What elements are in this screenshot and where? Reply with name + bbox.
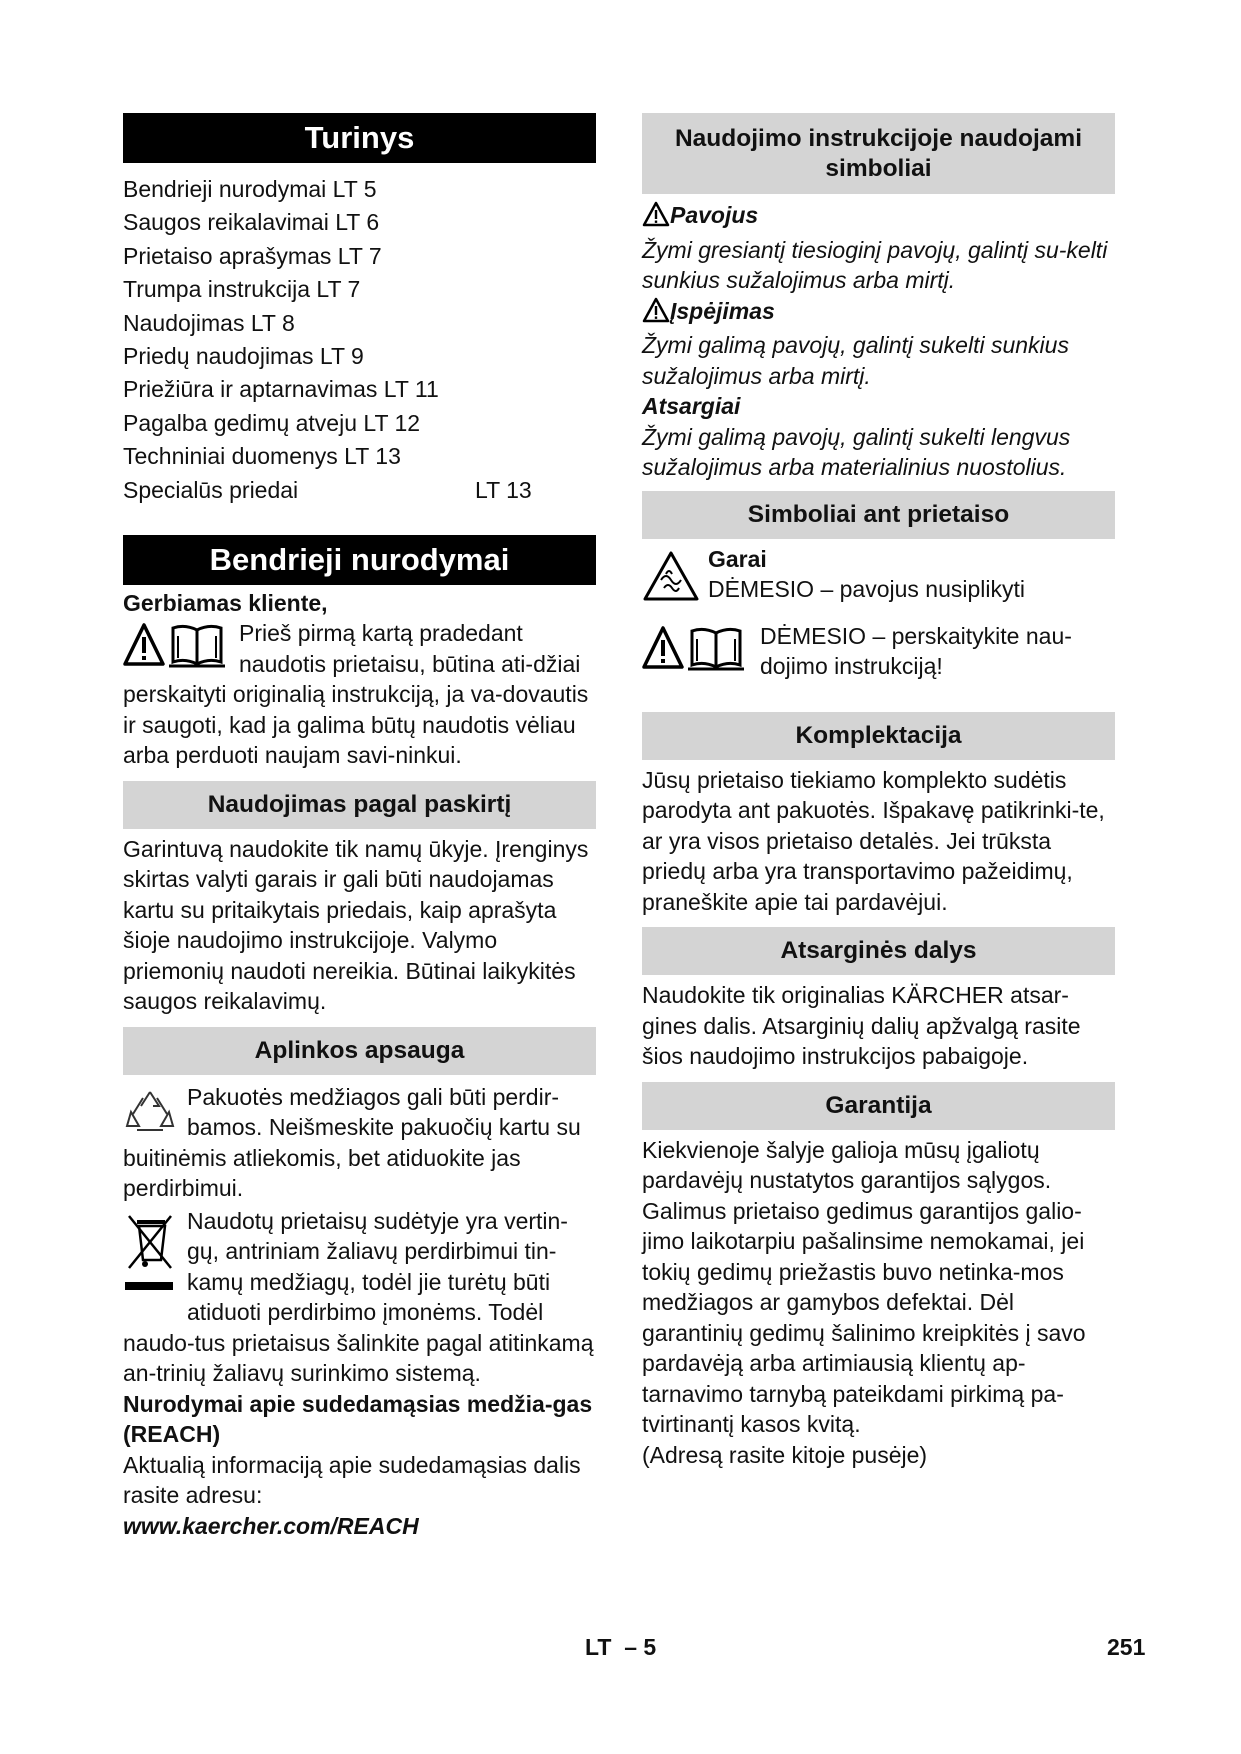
greeting: Gerbiamas kliente, <box>123 589 328 616</box>
danger-label: Pavojus <box>670 202 759 228</box>
footer-section: LT <box>585 1634 612 1660</box>
toc-item[interactable]: Specialūs priedai LT 13 <box>123 474 596 507</box>
danger-text: Žymi gresiantį tiesioginį pavojų, galintį su-kelti sunkius sužalojimus arba mirtį. <box>642 236 1108 293</box>
left-column <box>123 113 596 1541</box>
reach-title: Nurodymai apie sudedamąsias medžia-gas (REACH) <box>123 1390 593 1448</box>
toc-item[interactable]: Bendrieji nurodymai LT 5 <box>123 176 377 202</box>
warning-triangle-icon <box>642 297 670 331</box>
packaging-block <box>123 1082 596 1204</box>
table-of-contents <box>123 173 596 507</box>
footer-section-page <box>585 1634 656 1661</box>
hot-steam-icon <box>642 550 700 607</box>
packaging-text: Pakuotės medžiagos gali būti perdir-bamos. Neišmeskite pakuočių kartu su buitinėmis atliekomis, bet atiduokite jas perdirbimui. <box>123 1083 581 1202</box>
warranty-title: Garantija <box>642 1082 1115 1130</box>
warning-label: Įspėjimas <box>670 297 775 324</box>
device-symbols-title: Simboliai ant prietaiso <box>642 491 1115 539</box>
scope-title: Komplektacija <box>642 712 1115 760</box>
warranty-address-note: (Adresą rasite kitoje pusėje) <box>642 1441 928 1468</box>
toc-item[interactable]: Priedų naudojimas LT 9 <box>123 342 364 369</box>
devices-text: Naudotų prietaisų sudėtyje yra vertin-gų, antriniam žaliavų perdirbimui tin-kamų medžiagų, todėl jie turėtų būti atiduoti perdirbimo įmonėms. Todėl naudo-tus prietaisus šalinkite pagal atitinkamą an-trinių žaliavų surinkimo sistemą. <box>123 1207 594 1387</box>
right-column <box>642 113 1115 1470</box>
warning-manual-icon <box>123 622 229 673</box>
manual-text: DĖMESIO – perskaitykite nau-dojimo instrukciją! <box>760 622 1072 679</box>
environment-title: Aplinkos apsauga <box>123 1027 596 1075</box>
footer-page-number: 251 <box>1107 1634 1146 1660</box>
symbols-title: Naudojimo instrukcijoje naudojami simboliai <box>642 113 1115 194</box>
toc-item[interactable]: Pagalba gedimų atveju LT 12 <box>123 409 421 436</box>
steam-text: DĖMESIO – pavojus nusiplikyti <box>708 576 1026 602</box>
caution-text: Žymi galimą pavojų, galintį sukelti lengvus sužalojimus arba materialinius nuostolius. <box>642 423 1071 480</box>
devices-block <box>123 1206 596 1389</box>
warranty-text: Kiekvienoje šalyje galioja mūsų įgaliotų pardavėjų nustatytos garantijos sąlygos. Galimus prietaiso gedimus garantijos galio-jimo laikotarpiu pašalinsime nemokamai, jei tokių gedimų priežastis buvo netinka-mos medžiagos ar gamybos defektai. Dėl garantinių gedimų šalinimo kreipkitės į savo pardavėją arba artimiausią klientų ap-tarnavimo tarnybą pateikdami pirkimą pa-tvirtinantį kasos kvitą. <box>642 1136 1086 1437</box>
footer-page: – 5 <box>624 1634 657 1660</box>
warning-triangle-icon <box>642 201 670 235</box>
steam-label: Garai <box>708 545 767 572</box>
reach-url[interactable]: www.kaercher.com/REACH <box>123 1512 419 1539</box>
toc-title: Turinys <box>123 113 596 163</box>
read-manual-icon <box>642 625 748 676</box>
warning-text: Žymi galimą pavojų, galintį sukelti sunkius sužalojimus arba mirtį. <box>642 332 1069 389</box>
caution-label: Atsargiai <box>642 393 741 419</box>
intended-use-text: Garintuvą naudokite tik namų ūkyje. Įrenginys skirtas valyti garais ir gali būti naudojamas kartu su pritaikytais priedais, kaip aprašyta šioje naudojimo instrukcijoje. Valymo priemonių naudoti nereikia. Būtinai laikykitės saugos reikalavimų. <box>123 835 589 1015</box>
general-intro-block <box>123 618 596 771</box>
reach-text: Aktualią informaciją apie sudedamąsias dalis rasite adresu: <box>123 1451 581 1509</box>
wheelie-bin-icon <box>123 1210 177 1301</box>
spare-parts-title: Atsarginės dalys <box>642 927 1115 975</box>
spare-parts-text: Naudokite tik originalias KÄRCHER atsar-gines dalis. Atsarginių dalių apžvalgą rasite šios naudojimo instrukcijos pabaigoje. <box>642 982 1081 1069</box>
toc-item[interactable]: Naudojimas LT 8 <box>123 309 295 336</box>
toc-item[interactable]: Techniniai duomenys LT 13 <box>123 443 401 470</box>
general-intro-text: Prieš pirmą kartą pradedant naudotis prietaisu, būtina ati-džiai perskaityti originalią instrukciją, ja va-dovautis ir saugoti, kad ja galima būtų naudotis vėliau arba perduoti naujam savi-ninkui. <box>123 620 589 769</box>
manual-symbol-block <box>642 621 1115 682</box>
general-title: Bendrieji nurodymai <box>123 535 596 585</box>
toc-item[interactable]: Saugos reikalavimai LT 6 <box>123 209 380 236</box>
toc-page: LT 13 <box>475 476 532 503</box>
scope-text: Jūsų prietaiso tiekiamo komplekto sudėtis parodyta ant pakuotės. Išpakavę patikrinki-te, ar yra visos prietaiso detalės. Jei trūksta priedų arba yra transportavimo pažeidimų, praneškite apie tai pardavėjui. <box>642 766 1105 915</box>
toc-item[interactable]: Trumpa instrukcija LT 7 <box>123 276 361 303</box>
warning-heading <box>642 296 1115 331</box>
danger-heading <box>642 200 1115 235</box>
intended-use-title: Naudojimas pagal paskirtį <box>123 781 596 829</box>
toc-item[interactable]: Priežiūra ir aptarnavimas LT 11 <box>123 376 439 403</box>
toc-item[interactable]: Prietaiso aprašymas LT 7 <box>123 242 382 269</box>
steam-symbol-block <box>642 544 1115 605</box>
recycling-icon <box>123 1088 177 1139</box>
